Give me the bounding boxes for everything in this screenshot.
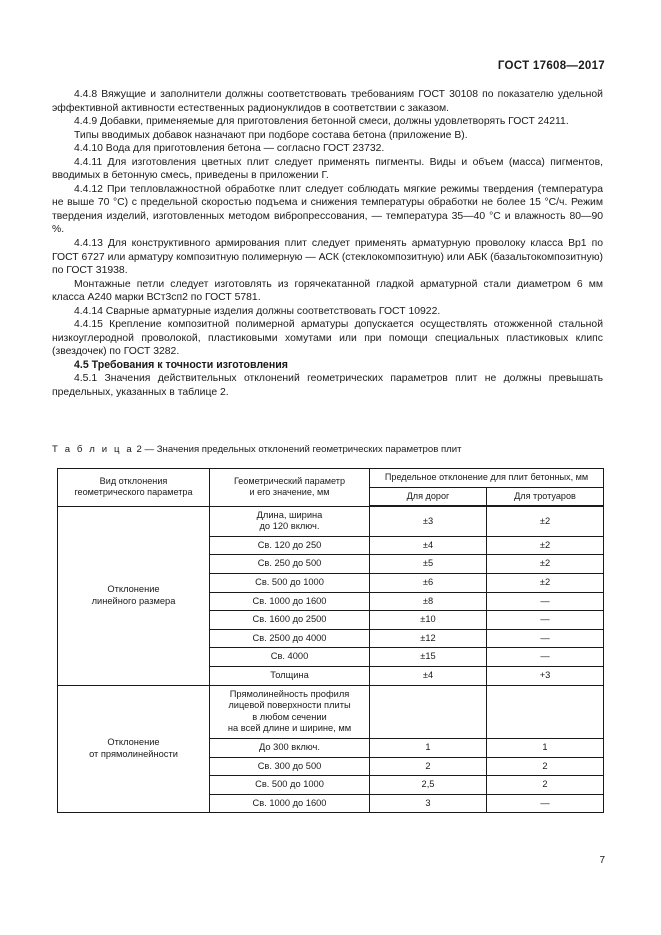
paragraph-4-5-1: 4.5.1 Значения действительных отклонений геометрических параметров плит не должны превышать предельных, указанных в таблице 2. bbox=[52, 373, 603, 399]
cell-parameter: Св. 1000 до 1600 bbox=[210, 592, 370, 611]
row-group-kind-linear-line2: линейного размера bbox=[91, 595, 176, 606]
cell-road-value: ±15 bbox=[370, 648, 487, 667]
row-group-kind-linear bbox=[58, 506, 210, 685]
cell-road-value: ±8 bbox=[370, 592, 487, 611]
cell-sidewalk-value: +3 bbox=[487, 667, 604, 686]
cell-parameter-line2: лицевой поверхности плиты bbox=[228, 700, 351, 711]
page-number: 7 bbox=[599, 855, 605, 866]
cell-sidewalk-value: ±2 bbox=[487, 536, 604, 555]
table-caption-text: Значения предельных отклонений геометрических параметров плит bbox=[156, 444, 462, 455]
cell-parameter: До 300 включ. bbox=[210, 739, 370, 758]
table-body bbox=[58, 506, 604, 813]
header-geometric-parameter-line1: Геометрический параметр bbox=[233, 475, 346, 486]
header-for-sidewalks: Для тротуаров bbox=[487, 487, 604, 506]
tolerances-table-wrapper bbox=[57, 468, 603, 813]
cell-parameter bbox=[210, 506, 370, 536]
table-row bbox=[58, 685, 604, 738]
cell-sidewalk-value: 2 bbox=[487, 757, 604, 776]
cell-parameter bbox=[210, 685, 370, 738]
table-header-row-1 bbox=[58, 469, 604, 488]
cell-parameter: Св. 500 до 1000 bbox=[210, 574, 370, 593]
cell-road-value: ±4 bbox=[370, 536, 487, 555]
table-caption-dash: — bbox=[144, 444, 155, 455]
cell-sidewalk-value: 1 bbox=[487, 739, 604, 758]
body-text-column bbox=[52, 88, 603, 400]
cell-sidewalk-value: — bbox=[487, 794, 604, 813]
header-deviation-kind-line2: геометрического параметра bbox=[74, 487, 193, 498]
cell-parameter-line1: Прямолинейность профиля bbox=[229, 688, 350, 699]
paragraph-4-4-10: 4.4.10 Вода для приготовления бетона — согласно ГОСТ 23732. bbox=[74, 143, 385, 155]
paragraph-additive-types: Типы вводимых добавок назначают при подборе состава бетона (приложение В). bbox=[74, 129, 468, 141]
cell-parameter: Св. 300 до 500 bbox=[210, 757, 370, 776]
cell-sidewalk-value: ±2 bbox=[487, 555, 604, 574]
cell-parameter-line2: до 120 включ. bbox=[259, 521, 320, 532]
cell-road-value: 2 bbox=[370, 757, 487, 776]
cell-parameter: Св. 4000 bbox=[210, 648, 370, 667]
cell-parameter: Св. 500 до 1000 bbox=[210, 776, 370, 795]
paragraph-4-4-12: 4.4.12 При тепловлажностной обработке плит следует соблюдать мягкие режимы твердения (температура не выше 70 °C) с предельной скоростью подъема и снижения температуры обработки не более 15 °C/ч. Режим твердения изделий, изготовленных методом вибропрессования, — температура 35—40 °C и влажность 80—90 %. bbox=[52, 183, 603, 236]
cell-road-value: ±10 bbox=[370, 611, 487, 630]
header-deviation-kind-line1: Вид отклонения bbox=[99, 475, 168, 486]
cell-road-value: 1 bbox=[370, 739, 487, 758]
cell-sidewalk-value: — bbox=[487, 611, 604, 630]
cell-road-value: ±5 bbox=[370, 555, 487, 574]
cell-road-value bbox=[370, 685, 487, 738]
cell-sidewalk-value: — bbox=[487, 592, 604, 611]
header-geometric-parameter-line2: и его значение, мм bbox=[249, 487, 330, 498]
paragraph-4-4-14: 4.4.14 Сварные арматурные изделия должны соответствовать ГОСТ 10922. bbox=[74, 305, 441, 317]
paragraph-4-4-8: 4.4.8 Вяжущие и заполнители должны соответствовать требованиям ГОСТ 30108 по показателю удельной эффективной активности естественных радионуклидов в соответствии с заказом. bbox=[52, 89, 603, 114]
cell-sidewalk-value: ±2 bbox=[487, 506, 604, 536]
table-caption-label: Т а б л и ц а bbox=[52, 444, 134, 455]
table-caption-number: 2 bbox=[136, 444, 142, 455]
paragraph-4-4-9: 4.4.9 Добавки, применяемые для приготовления бетонной смеси, должны удовлетворять ГОСТ 24211. bbox=[74, 116, 569, 128]
header-deviation-kind bbox=[58, 469, 210, 507]
cell-road-value: ±3 bbox=[370, 506, 487, 536]
paragraph-4-4-11: 4.4.11 Для изготовления цветных плит следует применять пигменты. Виды и объем (масса) пигментов, вводимых в бетонную смесь, приведены в приложении Г. bbox=[52, 156, 603, 182]
header-limit-deviation-group: Предельное отклонение для плит бетонных, мм bbox=[370, 469, 604, 488]
cell-parameter: Св. 2500 до 4000 bbox=[210, 629, 370, 648]
row-group-kind-linear-line1: Отклонение bbox=[107, 584, 160, 595]
cell-sidewalk-value: 2 bbox=[487, 776, 604, 795]
row-group-kind-straightness-line2: от прямолинейности bbox=[89, 749, 178, 759]
cell-parameter: Толщина bbox=[210, 667, 370, 686]
paragraph-4-4-13: 4.4.13 Для конструктивного армирования плит следует применять арматурную проволоку класса Вр1 по ГОСТ 6727 или арматуру композитную полимерную — АСК (стеклокомпозитную) или АБК (базальтокомпозитную) по ГОСТ 31938. bbox=[52, 238, 603, 277]
cell-parameter-line4: на всей длине и ширине, мм bbox=[227, 723, 352, 734]
cell-road-value: 2,5 bbox=[370, 776, 487, 795]
header-for-roads: Для дорог bbox=[370, 487, 487, 506]
cell-parameter: Св. 1600 до 2500 bbox=[210, 611, 370, 630]
row-group-kind-straightness-line1: Отклонение bbox=[107, 737, 160, 748]
cell-parameter-line1: Длина, ширина bbox=[256, 509, 323, 520]
cell-parameter-line3: в любом сечении bbox=[252, 711, 327, 722]
paragraph-mounting-loops: Монтажные петли следует изготовлять из горячекатанной гладкой арматурной стали диаметром 6 мм класса А240 марки ВСт3сп2 по ГОСТ 5781. bbox=[52, 278, 603, 304]
paragraph-4-4-15: 4.4.15 Крепление композитной полимерной арматуры допускается осуществлять отожженной стальной низкоуглеродной проволокой, пластиковыми хомутами или при помощи специальных пластиковых клипс (звездочек) по ГОСТ 3282. bbox=[52, 319, 603, 358]
header-geometric-parameter bbox=[210, 469, 370, 507]
cell-sidewalk-value: — bbox=[487, 629, 604, 648]
cell-sidewalk-value: — bbox=[487, 648, 604, 667]
cell-sidewalk-value bbox=[487, 685, 604, 738]
cell-parameter: Св. 250 до 500 bbox=[210, 555, 370, 574]
cell-parameter: Св. 1000 до 1600 bbox=[210, 794, 370, 813]
table-head bbox=[58, 469, 604, 507]
cell-road-value: ±12 bbox=[370, 629, 487, 648]
cell-road-value: ±4 bbox=[370, 667, 487, 686]
cell-sidewalk-value: ±2 bbox=[487, 574, 604, 593]
running-head-standard-number: ГОСТ 17608—2017 bbox=[497, 60, 605, 72]
tolerances-table bbox=[57, 468, 604, 813]
table-caption bbox=[52, 444, 462, 455]
cell-parameter: Св. 120 до 250 bbox=[210, 536, 370, 555]
cell-road-value: 3 bbox=[370, 794, 487, 813]
cell-road-value: ±6 bbox=[370, 574, 487, 593]
row-group-kind-straightness bbox=[58, 685, 210, 813]
table-row bbox=[58, 506, 604, 536]
section-heading-4-5: 4.5 Требования к точности изготовления bbox=[74, 358, 288, 371]
